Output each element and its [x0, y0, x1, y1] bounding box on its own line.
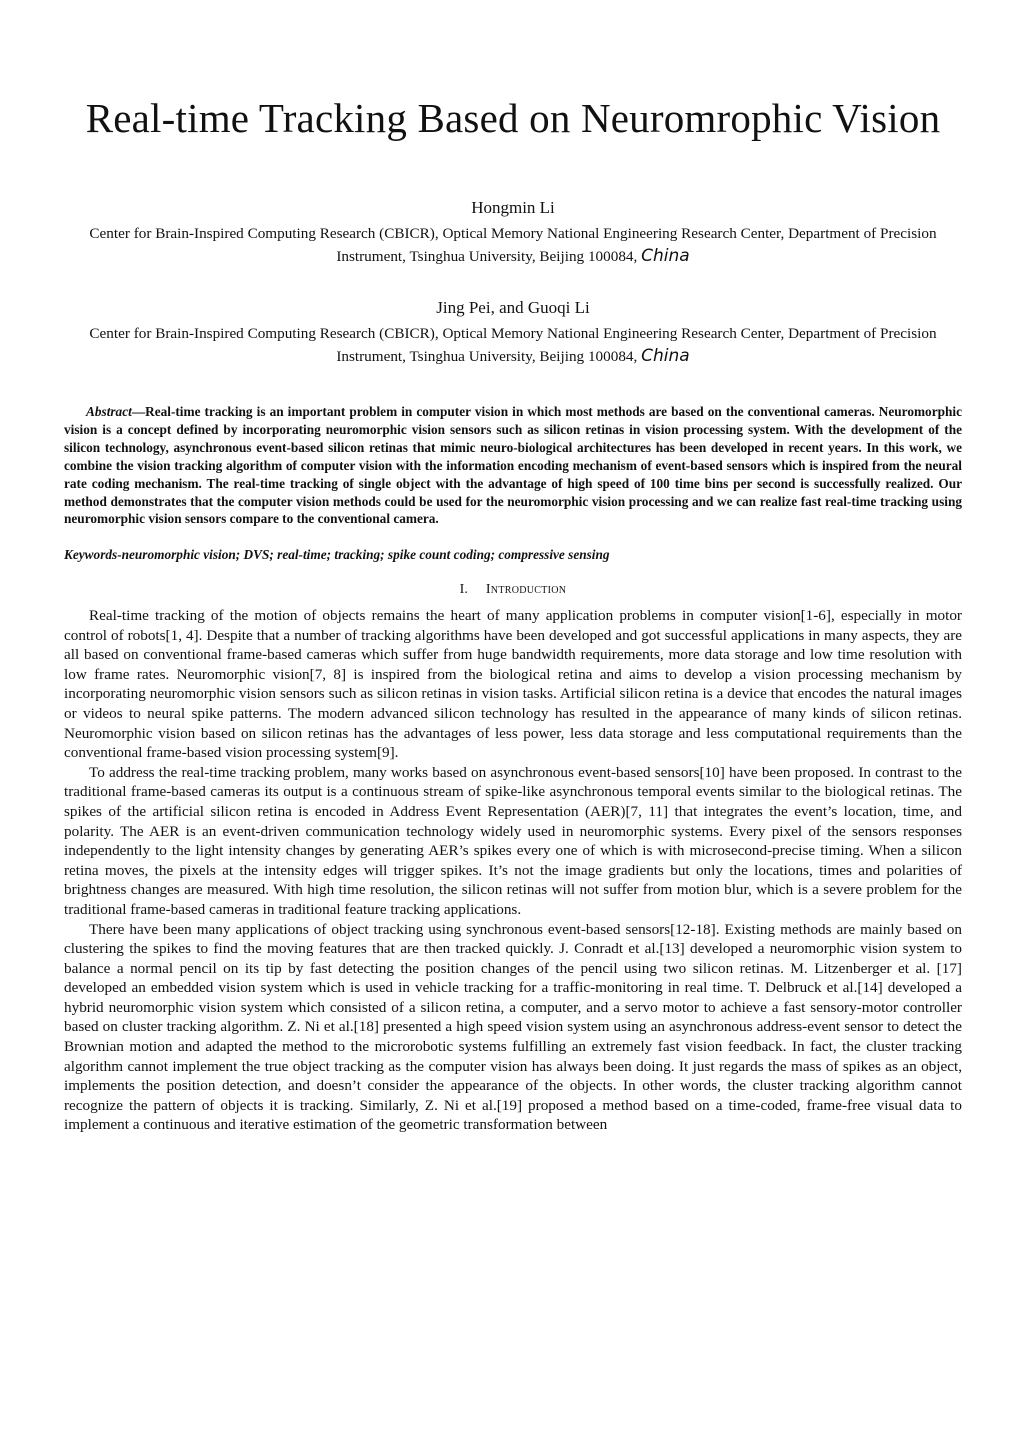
affiliation-country: China: [641, 246, 690, 266]
keywords: Keywords-neuromorphic vision; DVS; real-time; tracking; spike count coding; compressive sensing: [64, 547, 610, 562]
abstract: [64, 403, 962, 528]
section-number: I.: [459, 582, 468, 597]
author-affiliation: [64, 222, 962, 268]
body-text: [64, 606, 962, 1135]
paper-title: Real-time Tracking Based on Neuromrophic Vision: [85, 95, 941, 141]
body-paragraph: There have been many applications of object tracking using synchronous event-based sensors[12-18]. Existing methods are mainly based on clustering the spikes to find the moving features that are then tracked quickly. J. Conradt et al.[13] developed a neuromorphic vision system to balance a normal pencil on its tip by fast detecting the position changes of the pencil using two silicon retinas. M. Litzenberger et al. [17] developed an embedded vision system which is used in vehicle tracking for a traffic-monitoring in real time. T. Delbruck et al.[14] developed a hybrid neuromorphic vision system which consisted of a silicon retina, a computer, and a servo motor to achieve a fast sensory-motor controller based on cluster tracking algorithm. Z. Ni et al.[18] presented a high speed vision system using an asynchronous address-event sensor to detect the Brownian motion and adapted the method to the microrobotic systems fulfilling an extremely fast vision feedback. In fact, the cluster tracking algorithm cannot implement the true object tracking as the computer vision has always been doing. It just regards the mass of spikes as an object, implements the position detection, and doesn’t consider the appearance of the objects. In other words, the cluster tracking algorithm cannot recognize the pattern of objects it is tracking. Similarly, Z. Ni et al.[19] proposed a method based on a time-coded, frame-free visual data to implement a continuous and iterative estimation of the geometric transformation between: [64, 920, 962, 1134]
author-block-1: [64, 197, 962, 268]
body-paragraph: To address the real-time tracking problem, many works based on asynchronous event-based sensors[10] have been proposed. In contrast to the traditional frame-based cameras its output is a continuous stream of spike-like asynchronous temporal events similar to the biological retinas. The spikes of the artificial silicon retina is encoded in Address Event Representation (AER)[7, 11] that integrates the event’s location, time, and polarity. The AER is an event-driven communication technology widely used in neuromorphic systems. Every pixel of the sensors responses independently to the light intensity changes by generating AER’s spikes every one of which is with microsecond-precise timing. When a silicon retina moves, the pixels at the intensity edges will trigger spikes. It’s not the image gradients but only the locations, times and polarities of brightness changes are measured. With high time resolution, the silicon retinas will not suffer from motion blur, which is a severe problem for the traditional frame-based cameras in traditional feature tracking applications.: [64, 763, 962, 918]
author-names: Jing Pei, and Guoqi Li: [436, 298, 590, 317]
body-paragraph: Real-time tracking of the motion of objects remains the heart of many application problems in computer vision[1-6], especially in motor control of robots[1, 4]. Despite that a number of tracking algorithms have been developed and got successful applications in many aspects, they are all based on conventional frame-based cameras which suffer from huge bandwidth requirements, more data storage and low time resolution with low frame rates. Neuromorphic vision[7, 8] is inspired from the biological retina and aims to develop a vision processing mechanism by incorporating neuromorphic vision sensors such as silicon retinas in vision tasks. Artificial silicon retina is a device that encodes the natural images or videos to neural spike patterns. The modern advanced silicon technology has resulted in the appearance of many kinds of silicon retinas. Neuromorphic vision based on silicon retinas has the advantages of less power, less data storage and less computational requirements than the conventional frame-based vision processing system[9].: [64, 607, 962, 762]
abstract-text: —Real-time tracking is an important problem in computer vision in which most methods are based on the conventional cameras. Neuromorphic vision is a concept defined by incorporating neuromorphic vision sensors such as silicon retinas in vision processing system. With the development of the silicon technology, asynchronous event-based silicon retinas that mimic neuro-biological architectures has been developed in recent years. In this work, we combine the vision tracking algorithm of computer vision with the information encoding mechanism of event-based sensors which is inspired from the neural rate coding mechanism. The real-time tracking of single object with the advantage of high speed of 100 time bins per second is successfully realized. Our method demonstrates that the computer vision methods could be used for the neuromorphic vision processing and we can realize fast real-time tracking using neuromorphic vision sensors compare to the conventional camera.: [64, 404, 962, 527]
section-heading: [64, 579, 962, 601]
affiliation-country: China: [641, 346, 690, 366]
affiliation-text: Center for Brain-Inspired Computing Research (CBICR), Optical Memory National Engineering Research Center, Department of Precision Instrument, Tsinghua University, Beijing 100084,: [89, 325, 937, 365]
author-affiliation: [64, 322, 962, 368]
affiliation-text: Center for Brain-Inspired Computing Research (CBICR), Optical Memory National Engineering Research Center, Department of Precision Instrument, Tsinghua University, Beijing 100084,: [89, 225, 937, 265]
author-names: Hongmin Li: [471, 198, 555, 217]
section-title: Introduction: [485, 582, 567, 597]
abstract-label: Abstract: [86, 404, 132, 419]
author-block-2: [64, 297, 962, 368]
